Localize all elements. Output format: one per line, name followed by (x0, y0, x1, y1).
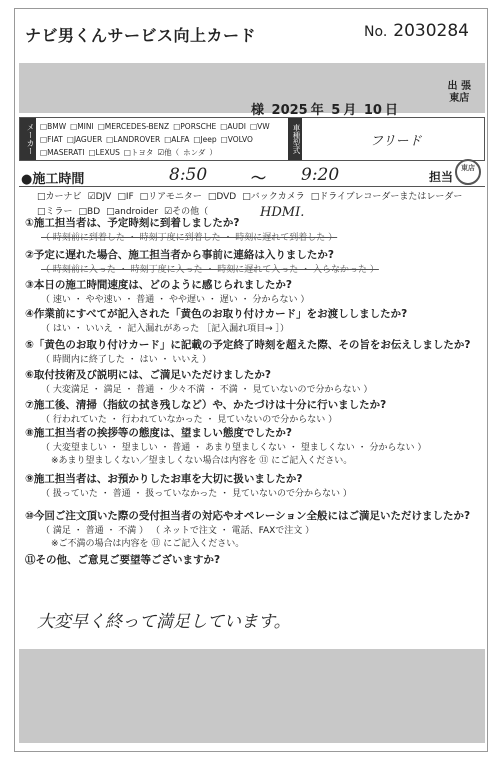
maker-label: メーカー (20, 118, 36, 160)
brand-item: ホンダ (183, 148, 206, 157)
staff-stamp: 東店 (455, 159, 481, 185)
month-unit: 月 (343, 103, 357, 118)
other-option-note: HDMI. (260, 205, 305, 220)
answer-options-9: （ 扱っていた ・ 普通 ・ 扱っていなかった ・ 見ていないので分からない ） (41, 489, 352, 499)
brand-item: □MINI (70, 122, 94, 131)
question-9: ⑨施工担当者は、お預かりしたお車を大切に扱いましたか? (25, 473, 303, 485)
brand-list (40, 120, 285, 159)
question-11: ⑪その他、ご意見ご要望等ございますか? (25, 554, 221, 566)
brand-item: ） (209, 148, 217, 157)
question-note-10: ※ご不満の場合は内容を ⑪ にご記入ください。 (51, 539, 245, 549)
brand-item: □BMW (40, 122, 67, 131)
brand-item: □Jeep (193, 135, 217, 144)
card-title: ナビ男くんサービス向上カード (25, 26, 257, 45)
option-item: □ミラー (37, 207, 73, 217)
brand-item: □VW (250, 122, 270, 131)
question-5: ⑤「黄色のお取り付けカード」に記載の予定終了時刻を超えた際、その旨をお伝えしましたか? (25, 339, 471, 351)
brand-item: □JAGUER (66, 135, 103, 144)
brand-item: □FIAT (40, 135, 63, 144)
option-item: □IF (117, 192, 134, 202)
dispatch-line2: 東店 (449, 92, 470, 104)
answer-options-2: （ 時刻前に入った ・ 時刻丁度に入った ・ 時刻に遅れて入った ・ 入らなかった ） (41, 265, 379, 275)
day-value: 10 (363, 103, 382, 118)
answer-options-6: （ 大変満足 ・ 満足 ・ 普通 ・ 少々不満 ・ 不満 ・ 見ていないので分からない ） (41, 385, 373, 395)
customer-comment: 大変早く終って満足しています。 (37, 612, 291, 632)
year-unit: 年 (310, 103, 324, 118)
date-line (251, 99, 401, 118)
brand-item: □MASERATI (40, 148, 85, 157)
work-time-label: ●施工時間 (21, 172, 85, 187)
question-8: ⑧施工担当者の挨拶等の態度は、望ましい態度でしたか? (25, 427, 292, 439)
question-10: ⑩今回ご注文頂いた際の受付担当者の対応やオペレーション全般にはご満足いただけましたか? (25, 510, 471, 522)
month-value: 5 (331, 103, 341, 118)
serial-prefix: No. (364, 24, 388, 40)
answer-options-4: （ はい ・ いいえ ・ 記入漏れがあった ［記入漏れ項目→ ］） (41, 324, 289, 334)
maker-grid (19, 117, 485, 161)
question-2: ②予定に遅れた場合、施工担当者から事前に連絡は入りましたか? (25, 249, 334, 261)
staff-label: 担当 (428, 170, 453, 184)
answer-options-3: （ 速い ・ やや速い ・ 普通 ・ やや遅い ・ 遅い ・ 分からない ） (41, 295, 310, 305)
answer-options-8: （ 大変望ましい ・ 望ましい ・ 普通 ・ あまり望ましくない ・ 望ましくない ・ 分からない ） (41, 443, 427, 453)
question-note-8: ※あまり望ましくない／望ましくない場合は内容を ⑪ にご記入ください。 (51, 456, 353, 466)
question-1: ①施工担当者は、予定時刻に到着しましたか? (25, 217, 240, 229)
brand-item: □トヨタ (123, 148, 154, 157)
brand-item: □AUDI (220, 122, 246, 131)
work-time-row (19, 165, 485, 187)
question-4: ④作業前にすべてが記入された「黄色のお取り付けカード」をお渡ししましたか? (25, 308, 408, 320)
car-model-label: 車種型式 (288, 118, 302, 160)
brand-item: ☑他（ (157, 148, 180, 157)
end-time: 9:20 (301, 165, 340, 185)
honorific: 様 (251, 103, 265, 118)
option-item: □DVD (207, 192, 237, 202)
answer-options-5: （ 時間内に終了した ・ はい ・ いいえ ） (41, 355, 212, 365)
option-item: □カーナビ (37, 192, 82, 202)
brand-item: □PORSCHE (173, 122, 217, 131)
option-item: □ドライブレコーダーまたはレーダー (310, 192, 463, 202)
year-value: 2025 (271, 103, 308, 118)
dispatch-label (448, 81, 471, 104)
time-separator: 〜 (251, 169, 267, 187)
option-item: ☑その他（ (164, 207, 209, 217)
option-item: ☑DJV (87, 192, 112, 202)
brand-item: □ALFA (164, 135, 190, 144)
option-item: □androider (106, 207, 159, 217)
brand-item: □LEXUS (88, 148, 120, 157)
answer-options-7: （ 行われていた ・ 行われていなかった ・ 見ていないので分からない ） (41, 415, 338, 425)
start-time: 8:50 (169, 165, 208, 185)
serial-number (364, 21, 469, 41)
question-7: ⑦施工後、清掃（指紋の拭き残しなど）や、かたづけは十分に行いましたか? (25, 399, 387, 411)
dispatch-line1: 出 張 (447, 81, 471, 92)
redacted-bottom-block (19, 649, 485, 743)
service-card (14, 8, 488, 752)
question-6: ⑥取付技術及び説明には、ご満足いただけましたか? (25, 369, 271, 381)
question-3: ③本日の施工時間速度は、どのように感じられましたか? (25, 279, 292, 291)
day-unit: 日 (384, 103, 398, 118)
brand-item: □MERCEDES-BENZ (97, 122, 170, 131)
answer-options-10: （ 満足 ・ 普通 ・ 不満 ） （ ネットで注文 ・ 電話、FAXで注文 ） (41, 526, 315, 536)
brand-item: □VOLVO (220, 135, 253, 144)
car-model-value: フリード (370, 134, 422, 149)
option-item: □バックカメラ (242, 192, 305, 202)
option-item: □BD (78, 207, 101, 217)
answer-options-1: （ 時刻前に到着した ・ 時刻丁度に到着した ・ 時刻に遅れて到着した ） (41, 233, 338, 243)
brand-item: □LANDROVER (106, 135, 161, 144)
serial-value: 2030284 (393, 21, 469, 41)
option-item: □リアモニター (139, 192, 202, 202)
